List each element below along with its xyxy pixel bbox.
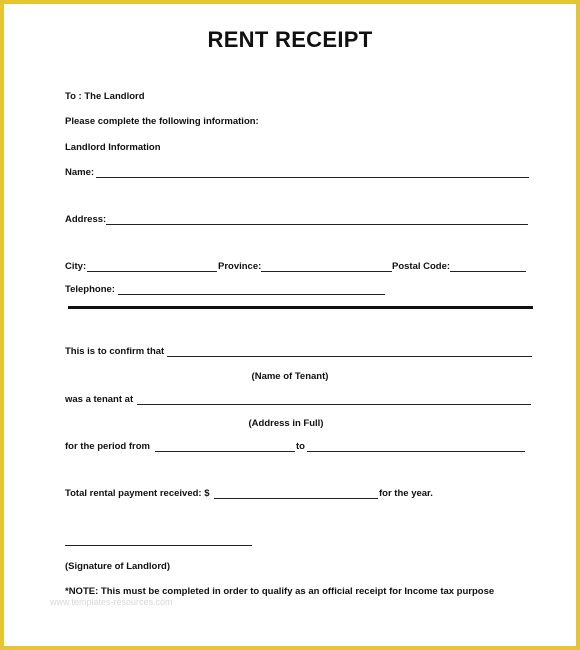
section-divider	[68, 306, 533, 309]
tenant-address-field[interactable]	[137, 404, 531, 405]
for-year-label: for the year.	[379, 488, 433, 499]
period-from-field[interactable]	[155, 451, 295, 452]
province-label: Province:	[218, 261, 262, 272]
period-to-label: to	[296, 441, 305, 452]
name-field[interactable]	[96, 177, 529, 178]
tenant-at-label: was a tenant at	[65, 394, 134, 405]
city-field[interactable]	[87, 271, 217, 272]
to-line: To : The Landlord	[65, 91, 145, 102]
document-title: RENT RECEIPT	[207, 27, 373, 52]
signature-caption: (Signature of Landlord)	[65, 561, 171, 572]
instruction-text: Please complete the following information:	[65, 116, 259, 127]
period-to-field[interactable]	[307, 451, 525, 452]
total-payment-label: Total rental payment received: $	[65, 488, 210, 499]
section-heading: Landlord Information	[65, 142, 161, 153]
confirm-label: This is to confirm that	[65, 346, 165, 357]
telephone-field[interactable]	[118, 294, 385, 295]
total-payment-field[interactable]	[214, 498, 378, 499]
watermark: www.templates-resources.com	[50, 597, 173, 607]
address-label: Address:	[65, 214, 107, 225]
name-label: Name:	[65, 167, 95, 178]
period-from-label: for the period from	[65, 441, 150, 452]
tenant-name-caption: (Name of Tenant)	[251, 371, 329, 382]
signature-field[interactable]	[65, 545, 252, 546]
tenant-name-field[interactable]	[167, 356, 532, 357]
province-field[interactable]	[261, 271, 392, 272]
note-text: *NOTE: This must be completed in order to qualify as an official receipt for Income tax purpose	[65, 586, 495, 597]
address-field[interactable]	[106, 224, 528, 225]
postal-code-field[interactable]	[450, 271, 526, 272]
city-label: City:	[65, 261, 87, 272]
address-caption: (Address in Full)	[248, 418, 324, 429]
telephone-label: Telephone:	[65, 284, 115, 295]
postal-code-label: Postal Code:	[392, 261, 451, 272]
